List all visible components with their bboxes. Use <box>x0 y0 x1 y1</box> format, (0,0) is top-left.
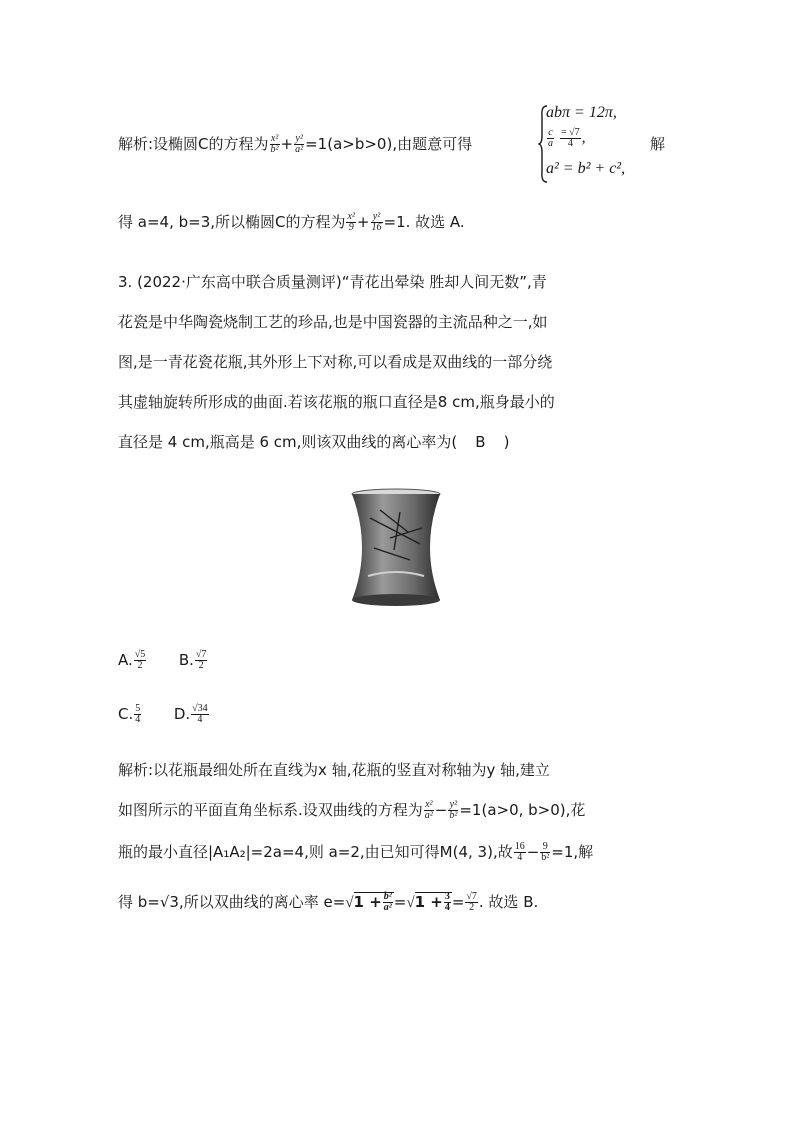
options-row-cd <box>118 704 210 725</box>
question3-line1: 3. (2022·广东高中联合质量测评)“青花出晕染 胜却人间无数”,青 <box>118 273 547 291</box>
question3-line4: 其虚轴旋转所形成的曲面.若该花瓶的瓶口直径是8 cm,瓶身最小的 <box>118 393 555 411</box>
solution1-line1-tail: 解 <box>650 135 666 153</box>
option-c-value: $\frac{5}{4}$ <box>135 703 141 725</box>
question3-line2: 花瓷是中华陶瓷烧制工艺的珍品,也是中国瓷器的主流品种之一,如 <box>118 313 548 331</box>
option-b-value: $\frac{√7}{2}$ <box>195 649 207 671</box>
option-a-label: A. <box>118 651 133 669</box>
solution3-line1: 解析:以花瓶最细处所在直线为x 轴,花瓶的竖直对称轴为y 轴,建立 <box>118 761 550 779</box>
solution3-line2: 如图所示的平面直角坐标系.设双曲线的方程为 $\frac{\text{x²}}{\text{a²}}$ − $\frac{\text{y²}}{\text{b²}}$ =1(a>0, b>0),花 <box>118 799 586 821</box>
equation-system <box>538 104 658 184</box>
system-row-3: a² = b² + c², <box>546 160 626 177</box>
sqrt-sign-icon: √ <box>406 895 415 911</box>
system-row-2: $\frac{c}{a}$ $\frac{= √7}{4}$ , <box>548 127 586 149</box>
porcelain-vase-image <box>350 488 442 608</box>
option-c-label: C. <box>118 705 134 723</box>
option-a-value: $\frac{√5}{2}$ <box>134 649 146 671</box>
answer-choice: B <box>475 433 486 451</box>
option-d-value: $\frac{√34}{4}$ <box>192 703 208 725</box>
sqrt-sign-icon: √ <box>345 895 354 911</box>
fraction-x2-b2: $\frac{\text{x²}}{\text{b²}}$ <box>270 133 279 155</box>
solution1-line1: 解析:设椭圆C的方程为 $\frac{\text{x²}}{\text{b²}}$ + $\frac{\text{y²}}{\text{a²}}$ =1(a>b>0),由题意可得 <box>118 133 473 155</box>
options-row-ab <box>118 650 208 671</box>
solution3-line4: 得 b=√3,所以双曲线的离心率 e=√1 + $\frac{\text{b²}}{\text{a²}}$ =√1 + $\frac{3}{4}$ = $\frac{√7}{2}$ . 故选 B. <box>118 891 539 913</box>
solution1-line2: 得 a=4, b=3,所以椭圆C的方程为 $\frac{\text{x²}}{9}$ + $\frac{\text{y²}}{16}$ =1. 故选 A. <box>118 211 465 233</box>
fraction-y2-a2: $\frac{\text{y²}}{\text{a²}}$ <box>295 133 304 155</box>
option-d-label: D. <box>173 705 191 723</box>
question3-line3: 图,是一青花瓷花瓶,其外形上下对称,可以看成是双曲线的一部分绕 <box>118 353 553 371</box>
solution3-line3: 瓶的最小直径|A₁A₂|=2a=4,则 a=2,由已知可得M(4, 3),故 $\frac{16}{4}$ − $\frac{9}{\text{b²}}$ =1,解 <box>118 841 594 863</box>
question3-line5: 直径是 4 cm,瓶高是 6 cm,则该双曲线的离心率为( B ) <box>118 433 510 451</box>
system-row-1: abπ = 12π, <box>546 104 617 121</box>
option-b-label: B. <box>178 651 194 669</box>
